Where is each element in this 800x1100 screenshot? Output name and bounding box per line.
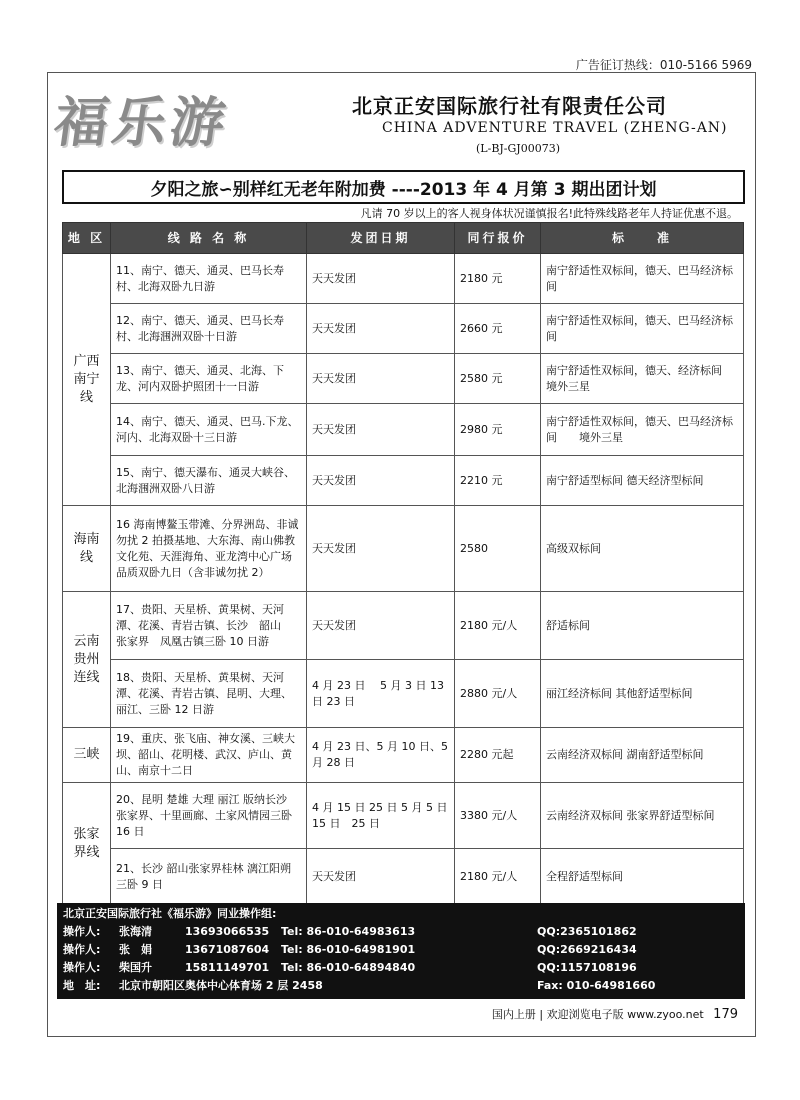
- operator-role: 操作人:: [63, 961, 101, 974]
- price-cell: 3380 元/人: [455, 783, 541, 849]
- standard-cell: 云南经济双标间 湖南舒适型标间: [541, 728, 744, 783]
- price-cell: 2210 元: [455, 456, 541, 506]
- price-cell: 2180 元/人: [455, 592, 541, 660]
- operations-panel: [57, 903, 745, 999]
- route-cell: 14、南宁、德天、通灵、巴马.下龙、河内、北海双卧十三日游: [111, 404, 307, 456]
- table-row: [63, 849, 744, 905]
- date-cell: 4 月 23 日、5 月 10 日、5 月 28 日: [307, 728, 455, 783]
- price-cell: 2660 元: [455, 304, 541, 354]
- standard-cell: 高级双标间: [541, 506, 744, 592]
- region-cell: 三峡: [63, 728, 111, 783]
- standard-cell: 丽江经济标间 其他舒适型标间: [541, 660, 744, 728]
- operator-mobile: 15811149701: [185, 961, 270, 974]
- route-cell: 13、南宁、德天、通灵、北海、下龙、河内双卧护照团十一日游: [111, 354, 307, 404]
- date-cell: 4 月 23 日 5 月 3 日 13 日 23 日: [307, 660, 455, 728]
- operator-name: 张海清: [119, 925, 152, 938]
- address-label: 地 址:: [63, 979, 101, 992]
- route-cell: 21、长沙 韶山张家界桂林 漓江阳朔三卧 9 日: [111, 849, 307, 905]
- standard-cell: 云南经济双标间 张家界舒适型标间: [541, 783, 744, 849]
- region-cell: 海南线: [63, 506, 111, 592]
- operator-row: [63, 941, 739, 959]
- route-cell: 11、南宁、德天、通灵、巴马长寿村、北海双卧九日游: [111, 254, 307, 304]
- standard-cell: 南宁舒适性双标间，德天、巴马经济标间 境外三星: [541, 404, 744, 456]
- header-route: 线 路 名 称: [111, 223, 307, 254]
- operator-tel: Tel: 86-010-64894840: [281, 961, 416, 974]
- standard-cell: 南宁舒适型标间 德天经济型标间: [541, 456, 744, 506]
- date-cell: 天天发团: [307, 849, 455, 905]
- table-row: [63, 592, 744, 660]
- region-cell: 张家界线: [63, 783, 111, 905]
- header-region: 地 区: [63, 223, 111, 254]
- logo-calligraphy: 福乐游: [50, 90, 234, 154]
- standard-cell: 舒适标间: [541, 592, 744, 660]
- header-date: 发团日期: [307, 223, 455, 254]
- standard-cell: 南宁舒适性双标间，德天、经济标间 境外三星: [541, 354, 744, 404]
- standard-cell: 南宁舒适性双标间，德天、巴马经济标间: [541, 254, 744, 304]
- address-text: 北京市朝阳区奥体中心体育场 2 层 2458: [119, 979, 323, 992]
- license-number: (L-BJ-GJ00073): [476, 142, 561, 155]
- operator-role: 操作人:: [63, 925, 101, 938]
- table-row: [63, 783, 744, 849]
- date-cell: 天天发团: [307, 506, 455, 592]
- date-cell: 天天发团: [307, 592, 455, 660]
- tour-plan-table: [62, 222, 744, 905]
- route-cell: 15、南宁、德天瀑布、通灵大峡谷、北海涠洲双卧八日游: [111, 456, 307, 506]
- company-name-en: CHINA ADVENTURE TRAVEL (ZHENG-AN): [382, 120, 728, 136]
- operator-name: 张 娟: [119, 943, 152, 956]
- date-cell: 天天发团: [307, 304, 455, 354]
- age-notice: 凡请 70 岁以上的客人视身体状况谨慎报名!此特殊线路老年人持证优惠不退。: [360, 207, 738, 220]
- price-cell: 2280 元起: [455, 728, 541, 783]
- table-row: [63, 506, 744, 592]
- title-box: [62, 170, 745, 204]
- standard-cell: 南宁舒适性双标间，德天、巴马经济标间: [541, 304, 744, 354]
- table-row: [63, 404, 744, 456]
- fax-number: Fax: 010-64981660: [537, 979, 656, 992]
- page-footer: [492, 1006, 738, 1022]
- footer-text: 国内上册 | 欢迎浏览电子版 www.zyoo.net: [491, 1008, 704, 1021]
- operator-mobile: 13671087604: [185, 943, 270, 956]
- table-header-row: [63, 223, 744, 254]
- route-cell: 17、贵阳、天星桥、黄果树、天河潭、花溪、青岩古镇、长沙 韶山 张家界 凤凰古镇三卧 10 日游: [111, 592, 307, 660]
- date-cell: 天天发团: [307, 456, 455, 506]
- operator-qq: QQ:2365101862: [537, 925, 637, 938]
- operator-qq: QQ:2669216434: [537, 943, 637, 956]
- price-cell: 2180 元: [455, 254, 541, 304]
- header-price: 同行报价: [455, 223, 541, 254]
- table-row: [63, 304, 744, 354]
- route-cell: 16 海南博鳌玉带滩、分界洲岛、非诚勿扰 2 拍摄基地、大东海、南山佛教文化苑、天涯海角、亚龙湾中心广场 品质双卧九日（含非诚勿扰 2）: [111, 506, 307, 592]
- date-cell: 天天发团: [307, 354, 455, 404]
- route-cell: 18、贵阳、天星桥、黄果树、天河潭、花溪、青岩古镇、昆明、大理、丽江、三卧 12 日游: [111, 660, 307, 728]
- route-cell: 19、重庆、张飞庙、神女溪、三峡大坝、韶山、花明楼、武汉、庐山、黄山、南京十二日: [111, 728, 307, 783]
- table-row: [63, 728, 744, 783]
- operator-mobile: 13693066535: [185, 925, 270, 938]
- table-row: [63, 254, 744, 304]
- price-cell: 2580 元: [455, 354, 541, 404]
- operator-name: 柴国升: [119, 961, 152, 974]
- table-row: [63, 354, 744, 404]
- region-cell: 云南贵州连线: [63, 592, 111, 728]
- operator-row: [63, 959, 739, 977]
- ad-hotline: 广告征订热线：010-5166 5969: [575, 58, 752, 72]
- price-cell: 2980 元: [455, 404, 541, 456]
- standard-cell: 全程舒适型标间: [541, 849, 744, 905]
- header-standard: 标 准: [541, 223, 744, 254]
- date-cell: 天天发团: [307, 254, 455, 304]
- region-cell: 广西南宁线: [63, 254, 111, 506]
- address-row: [63, 977, 739, 995]
- company-name-cn: 北京正安国际旅行社有限责任公司: [352, 94, 667, 118]
- table-row: [63, 660, 744, 728]
- operator-qq: QQ:1157108196: [537, 961, 637, 974]
- price-cell: 2880 元/人: [455, 660, 541, 728]
- page-title: 夕阳之旅∽别样红无老年附加费 ----2013 年 4 月第 3 期出团计划: [150, 179, 657, 200]
- page-number: 179: [713, 1007, 738, 1022]
- operator-row: [63, 923, 739, 941]
- date-cell: 4 月 15 日 25 日 5 月 5 日 15 日 25 日: [307, 783, 455, 849]
- route-cell: 20、昆明 楚雄 大理 丽江 版纳长沙 张家界、十里画廊、土家风情园三卧 16 日: [111, 783, 307, 849]
- route-cell: 12、南宁、德天、通灵、巴马长寿村、北海涠洲双卧十日游: [111, 304, 307, 354]
- operator-tel: Tel: 86-010-64981901: [281, 943, 416, 956]
- operator-tel: Tel: 86-010-64983613: [281, 925, 416, 938]
- date-cell: 天天发团: [307, 404, 455, 456]
- operations-heading: 北京正安国际旅行社《福乐游》同业操作组:: [63, 907, 277, 920]
- price-cell: 2180 元/人: [455, 849, 541, 905]
- price-cell: 2580: [455, 506, 541, 592]
- logo: [50, 80, 340, 160]
- operator-role: 操作人:: [63, 943, 101, 956]
- table-row: [63, 456, 744, 506]
